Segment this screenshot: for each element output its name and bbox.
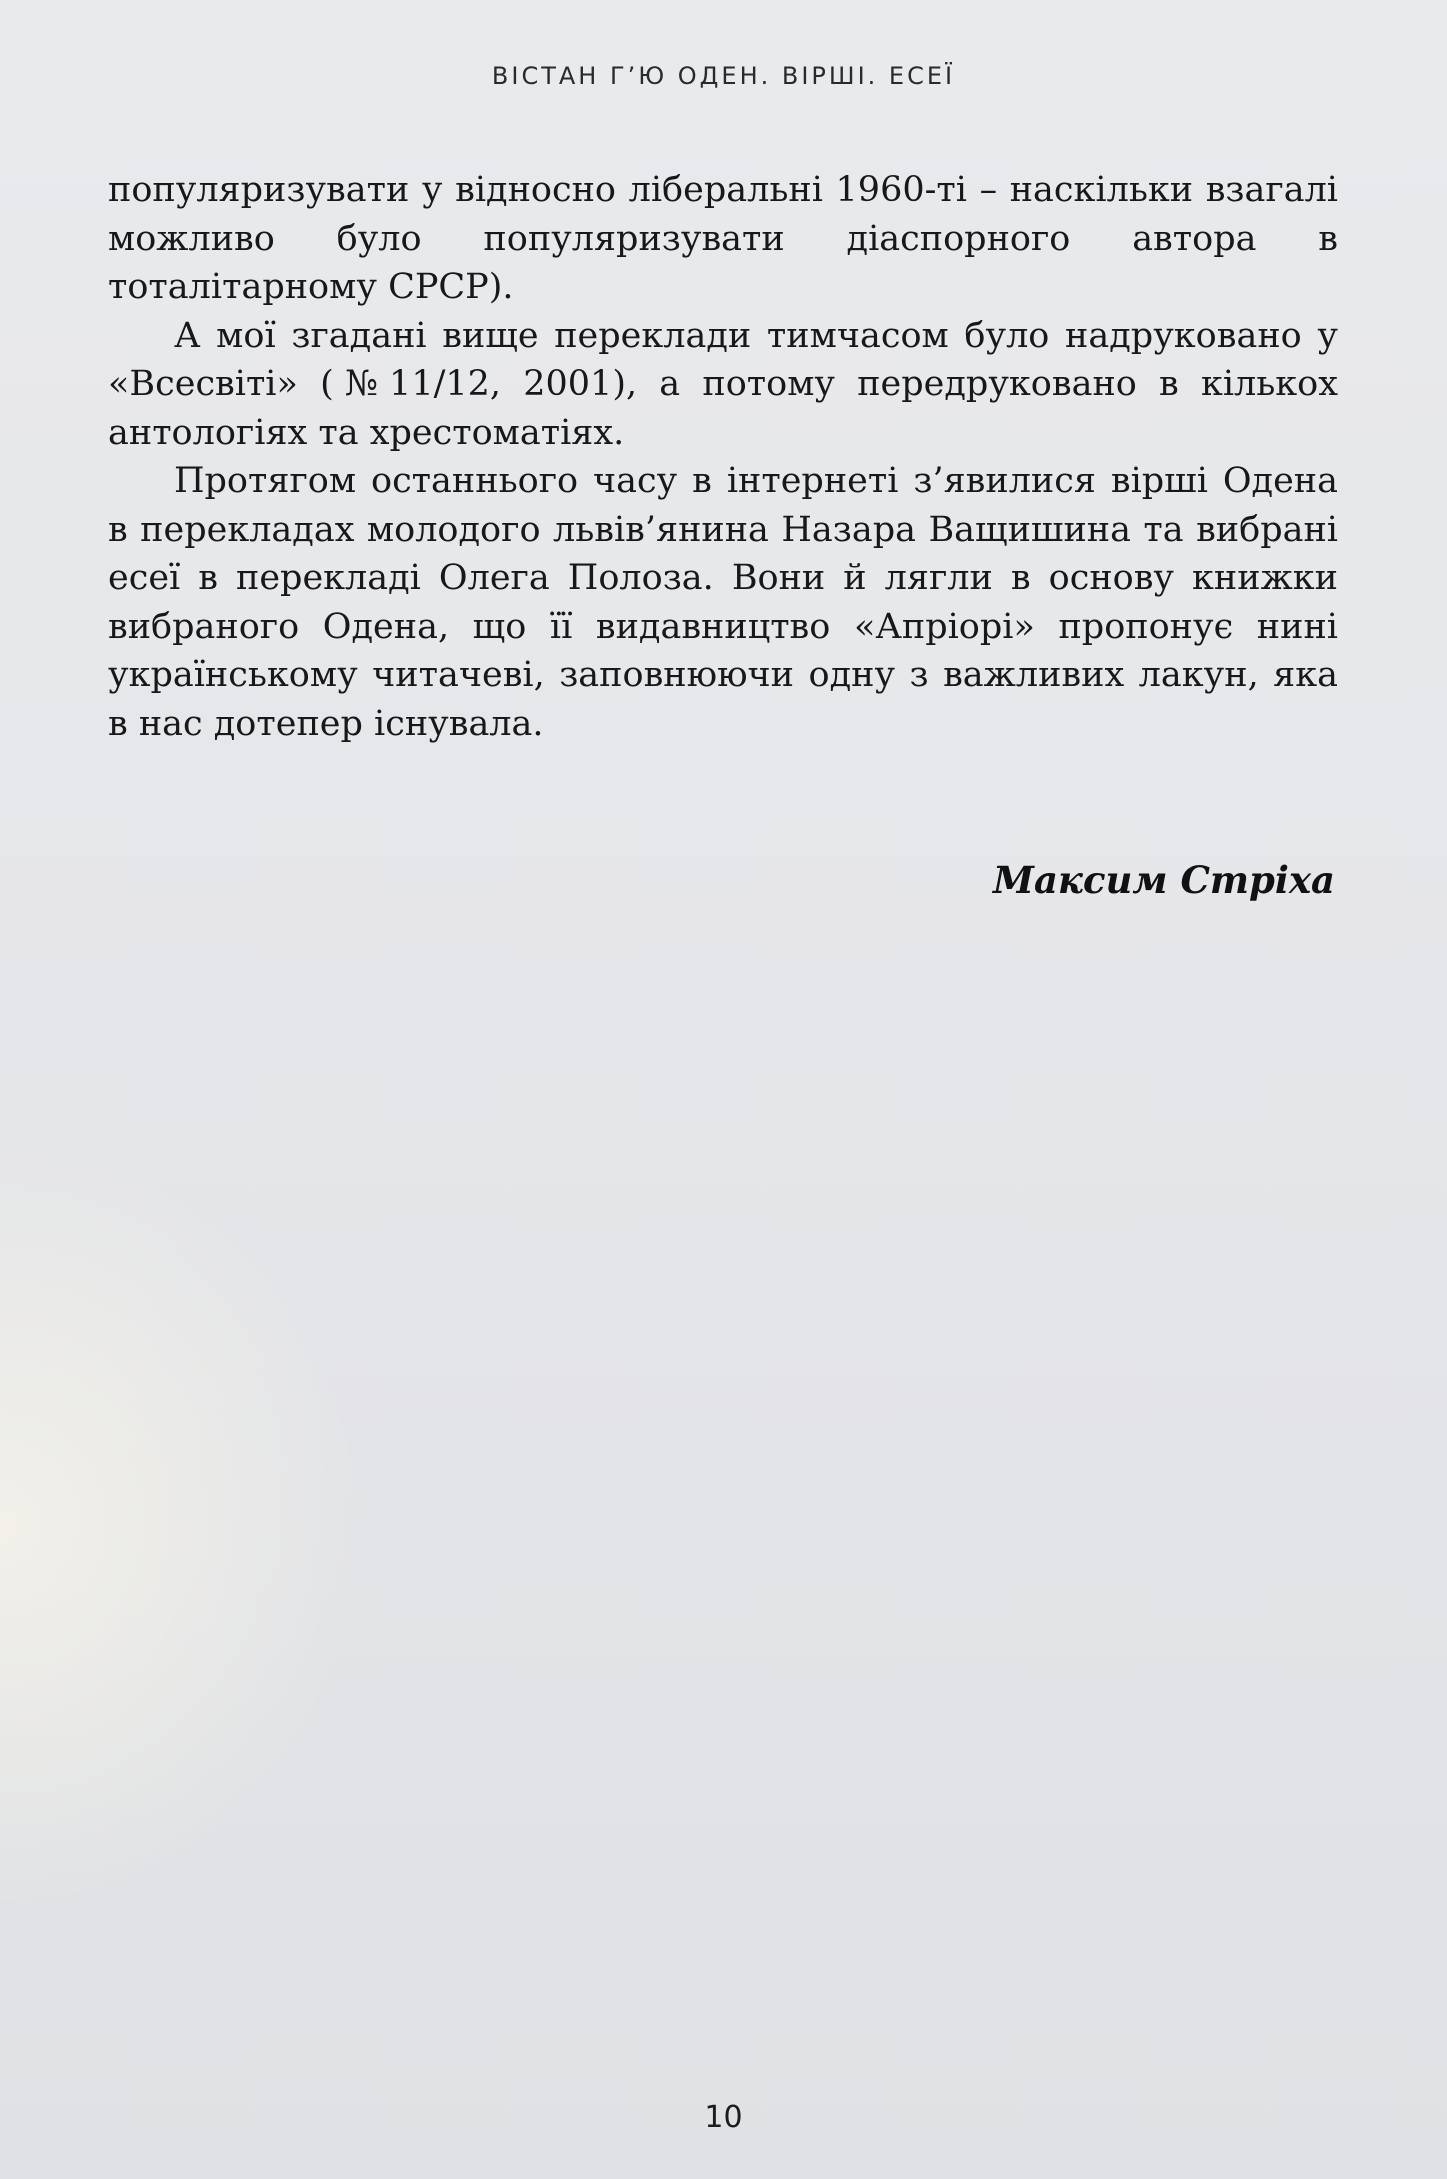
paragraph-1: популяризувати у відносно ліберальні 1960-ті – наскільки взагалі можливо було популяризувати діаспорного автора в тоталітарному СРСР). — [108, 170, 1338, 307]
paragraph-3: Протягом останнього часу в інтернеті з’явилися вірші Одена в перекладах молодого львів’янина Назара Ващишина та вибрані есеї в перекладі Олега Полоза. Вони й лягли в основу книжки вибраного Одена, що її видавництво «Апріорі» пропонує нині українському читачеві, заповнюючи одну з важливих лакун, яка в нас дотепер існувала. — [108, 461, 1338, 744]
paragraph-2: А мої згадані вище переклади тимчасом було надруковано у «Всесвіті» (№11/12, 2001), а потому передруковано в кількох антологіях та хрестоматіях. — [108, 315, 1338, 453]
body-text — [108, 166, 1338, 748]
running-head-title: ВІСТАН Г’Ю ОДЕН. ВІРШІ. ЕСЕЇ — [491, 62, 956, 90]
page-number: 10 — [704, 2100, 743, 2135]
author-signature: Максим Стріха — [992, 858, 1335, 902]
